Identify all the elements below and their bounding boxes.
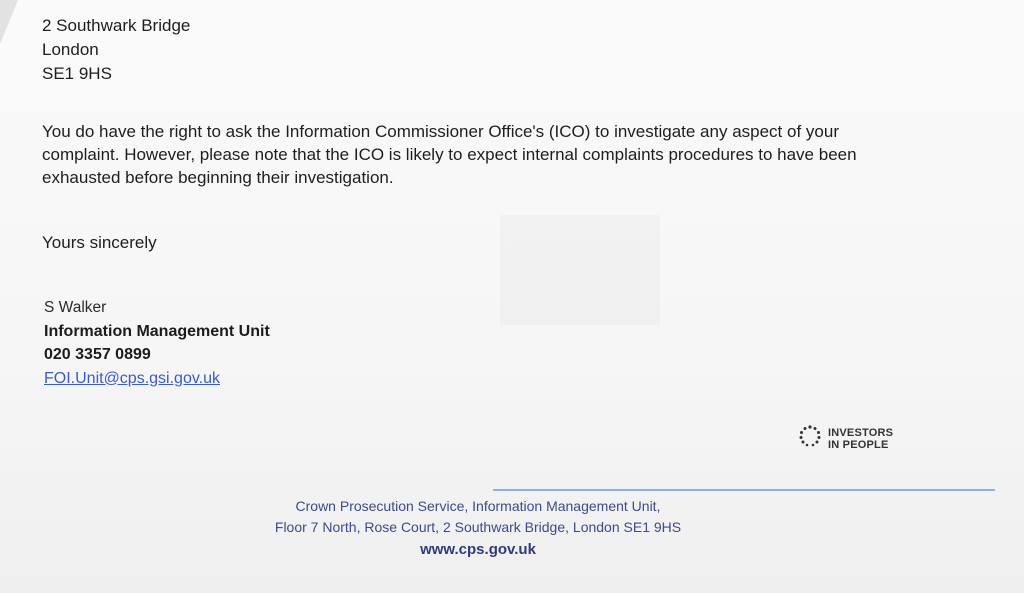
address-line-2: London <box>42 40 99 59</box>
footer-website-link[interactable]: www.cps.gov.uk <box>420 541 536 558</box>
signature-block <box>44 296 270 390</box>
page-corner-fold <box>0 0 18 44</box>
laurel-wreath-icon <box>798 424 822 453</box>
footer-line-2: Floor 7 North, Rose Court, 2 Southwark Bridge, London SE1 9HS <box>274 519 682 535</box>
address-line-3: SE1 9HS <box>42 64 112 83</box>
signatory-name: S Walker <box>44 299 107 316</box>
address-line-1: 2 Southwark Bridge <box>42 16 191 35</box>
footer-rule <box>493 489 995 491</box>
investors-logo-line-1: INVESTORS <box>828 426 894 439</box>
letter-footer <box>200 496 756 560</box>
investors-logo-text <box>828 427 893 451</box>
signatory-email-link[interactable]: FOI.Unit@cps.gsi.gov.uk <box>44 369 220 387</box>
footer-line-1: Crown Prosecution Service, Information Management Unit, <box>295 498 661 514</box>
investors-logo-line-2: IN PEOPLE <box>828 438 889 451</box>
investors-in-people-logo <box>798 424 893 453</box>
recipient-address <box>42 14 190 86</box>
signatory-unit: Information Management Unit <box>44 322 270 340</box>
signatory-phone: 020 3357 0899 <box>44 346 151 363</box>
show-through-mark <box>500 215 660 325</box>
body-paragraph: You do have the right to ask the Information Commissioner Office's (ICO) to investigate any aspect of your complaint. However, please note that the ICO is likely to expect internal complaints procedures to have been exhausted before beginning their investigation. <box>42 122 857 187</box>
closing-text: Yours sincerely <box>42 233 157 252</box>
